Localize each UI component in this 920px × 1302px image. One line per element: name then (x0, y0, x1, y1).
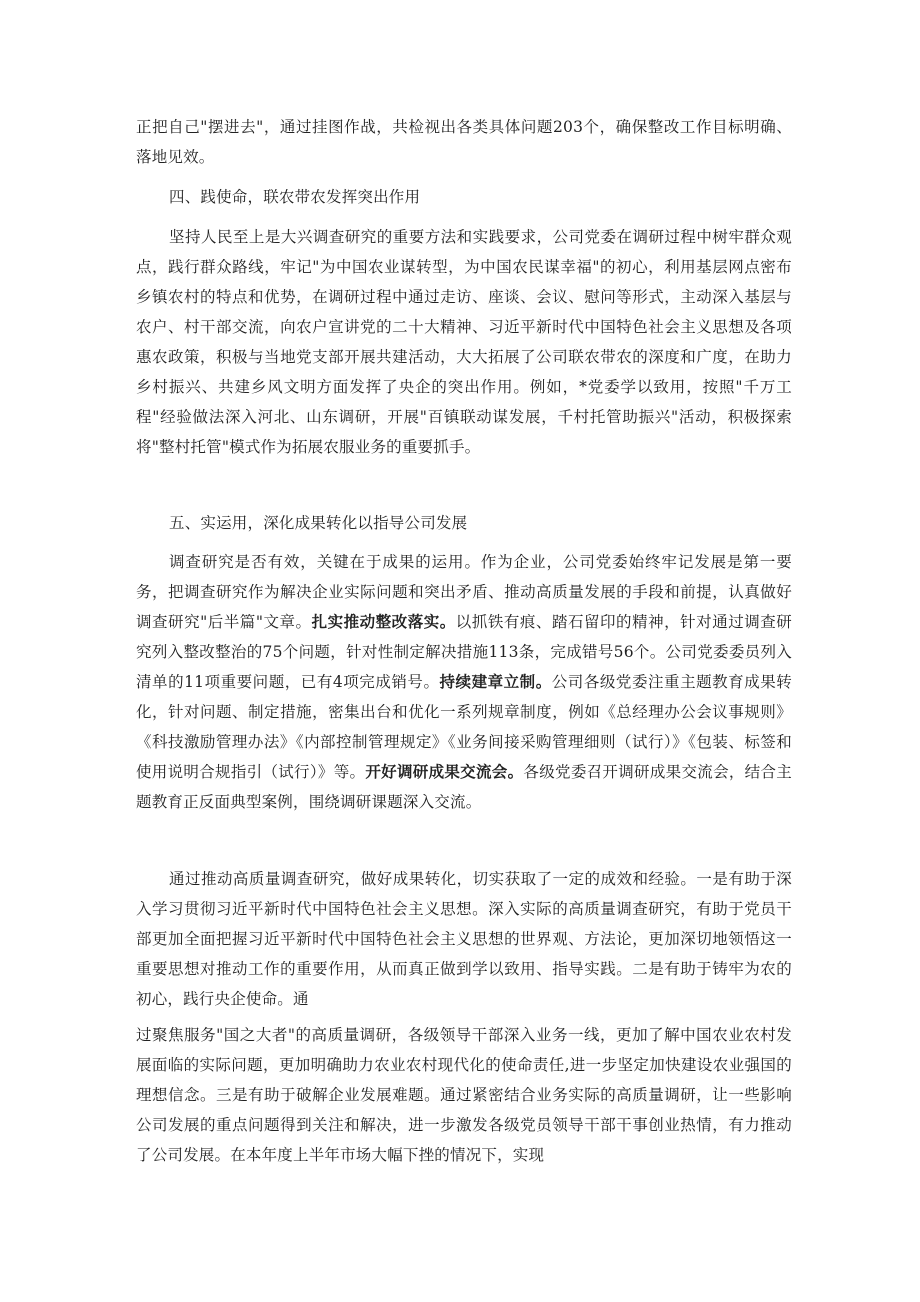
paragraph-text: 通过推动高质量调查研究，做好成果转化，切实获取了一定的成效和经验。一是有助于深入学习贯彻习近平新时代中国特色社会主义思想。深入实际的高质量调查研究，有助于党员干部更加全面把握习近平新时代中国特色社会主义思想的世界观、方法论，更加深切地领悟这一重要思想对推动工作的重要作用，从而真正做到学以致用、指导实践。二是有助于铸牢为农的初心，践行央企使命。通 (136, 870, 792, 1008)
paragraph-people-first (136, 222, 792, 462)
text-run: 以抓铁有痕、踏石留印的精神，针对通过调查研究列入整改整治的75个问题，针对性制定解决措施113条，完成错号56个。公司党委委员列入清单的11项重要问题，已有4项完成销号。 (136, 613, 792, 691)
paragraph-outcomes (136, 864, 792, 1014)
paragraph-text: 正把自己"摆进去"，通过挂图作战，共检视出各类具体问题203个，确保整改工作目标明确、落地见效。 (136, 118, 792, 166)
bold-subheading-rectification: 扎实推动整改落实。 (311, 612, 456, 631)
paragraph-text (136, 547, 792, 817)
bold-subheading-exchange-meeting: 开好调研成果交流会。 (365, 762, 524, 781)
section-heading-4: 四、践使命，联农带农发挥突出作用 (169, 188, 421, 206)
paragraph-continuation-2 (136, 1020, 792, 1170)
paragraph-text: 坚持人民至上是大兴调查研究的重要方法和实践要求，公司党委在调研过程中树牢群众观点，践行群众路线，牢记"为中国农业谋转型，为中国农民谋幸福"的初心，利用基层网点密布乡镇农村的特点和优势，在调研过程中通过走访、座谈、会议、慰问等形式，主动深入基层与农户、村干部交流，向农户宣讲党的二十大精神、习近平新时代中国特色社会主义思想及各项惠农政策，积极与当地党支部开展共建活动，大大拓展了公司联农带农的深度和广度，在助力乡村振兴、共建乡风文明方面发挥了央企的突出作用。例如，*党委学以致用，按照"千万工程"经验做法深入河北、山东调研，开展"百镇联动谋发展，千村托管助振兴"活动，积极探索将"整村托管"模式作为拓展农服业务的重要抓手。 (136, 228, 792, 456)
section-heading-5: 五、实运用，深化成果转化以指导公司发展 (169, 514, 468, 532)
bold-subheading-regulations: 持续建章立制。 (439, 672, 552, 691)
text-run: 公司各级党委注重主题教育成果转化，针对问题、制定措施，密集出台和优化一系列规章制度，例如《总经理办公会议事规则》《科技激励管理办法》《内部控制管理规定》《业务间接采购管理细则（试行）》《包装、标签和使用说明合规指引（试行）》等。 (136, 673, 792, 781)
text-run: 调查研究是否有效，关键在于成果的运用。作为企业，公司党委始终牢记发展是第一要务，把调查研究作为解决企业实际问题和突出矛盾、推动高质量发展的手段和前提，认真做好调查研究"后半篇"文章。 (136, 553, 792, 631)
paragraph-text: 过聚焦服务"国之大者"的高质量调研，各级领导干部深入业务一线，更加了解中国农业农村发展面临的实际问题，更加明确助力农业农村现代化的使命责任,进一步坚定加快建设农业强国的理想信念。三是有助于破解企业发展难题。通过紧密结合业务实际的高质量调研，让一些影响公司发展的重点问题得到关注和解决，进一步激发各级党员领导干部干事创业热情，有力推动了公司发展。在本年度上半年市场大幅下挫的情况下，实现 (136, 1026, 792, 1164)
paragraph-continuation (136, 112, 792, 172)
paragraph-results-application (136, 547, 792, 817)
text-run: 各级党委召开调研成果交流会，结合主题教育正反面典型案例，围绕调研课题深入交流。 (136, 763, 792, 811)
